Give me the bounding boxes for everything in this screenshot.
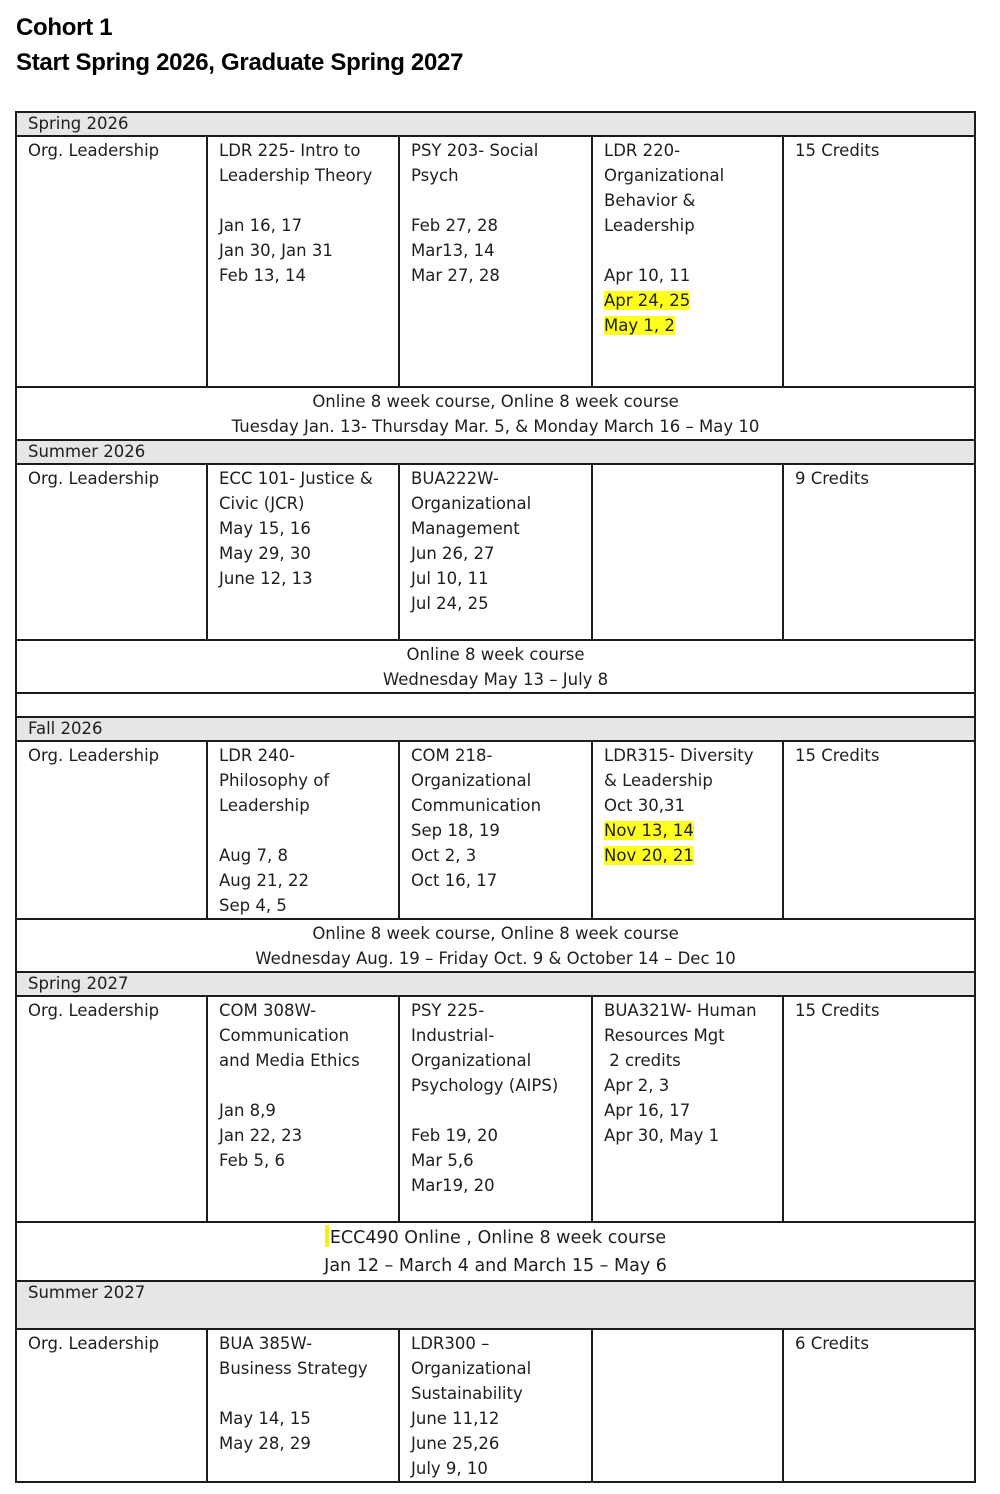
course-cell [399,136,592,387]
course-cell [592,136,783,387]
course-title-line [219,1073,398,1098]
session-date-line [604,1073,782,1098]
session-date: May 29, 30 [219,544,311,563]
session-date-line [604,1123,782,1148]
online-course-cell [16,387,975,440]
session-date-line [411,1123,591,1148]
term-header-row [16,1281,975,1329]
session-date: Feb 27, 28 [411,216,498,235]
session-date: Mar 5,6 [411,1151,474,1170]
online-course-line [17,389,974,414]
online-course-dates: Jan 12 – March 4 and March 15 – May 6 [324,1256,667,1276]
session-date: Apr 16, 17 [604,1101,691,1120]
session-date: Jun 26, 27 [411,544,495,563]
course-title-line: and Media Ethics [219,1051,360,1070]
term-header-row [16,112,975,136]
session-date: Aug 7, 8 [219,846,288,865]
course-title-line: Resources Mgt [604,1026,725,1045]
course-title-line: Psych [411,166,459,185]
session-date-line [219,238,398,263]
program-cell: Org. Leadership [16,464,207,640]
session-date-line [604,288,782,313]
online-course-dates: Tuesday Jan. 13- Thursday Mar. 5, & Monday March 16 – May 10 [231,417,760,436]
course-title-line: Business Strategy [219,1359,368,1378]
course-title-line: & Leadership [604,771,713,790]
session-date: Oct 2, 3 [411,846,477,865]
program-cell: Org. Leadership [16,741,207,919]
session-date-line [219,1406,398,1431]
course-title-line: Psychology (AIPS) [411,1076,559,1095]
course-title-line [411,1098,591,1123]
session-date: Jul 24, 25 [411,594,489,613]
online-course-row [16,919,975,972]
session-date: June 25,26 [411,1434,500,1453]
course-title-line: Communication [411,796,542,815]
course-row [16,741,975,919]
session-date: Jan 16, 17 [219,216,303,235]
session-date: Feb 19, 20 [411,1126,498,1145]
session-date-line [411,818,591,843]
program-cell: Org. Leadership [16,1329,207,1482]
course-title-line: COM 218- [411,746,493,765]
session-date-line [604,818,782,843]
course-title-line: Organizational [604,166,725,185]
course-title-line: BUA 385W- [219,1334,313,1353]
course-title-line [219,818,398,843]
session-date: Jan 8,9 [219,1101,276,1120]
course-title-line [411,188,591,213]
online-course-text: ECC490 Online , Online 8 week course [329,1228,667,1248]
session-date: Jan 30, Jan 31 [219,241,333,260]
course-title-line: Sustainability [411,1384,523,1403]
session-date: Feb 5, 6 [219,1151,285,1170]
term-header: Spring 2026 [16,112,975,136]
course-cell [207,1329,399,1482]
session-date-line [219,213,398,238]
session-date: Mar13, 14 [411,241,495,260]
course-cell [399,741,592,919]
session-date: Feb 13, 14 [219,266,306,285]
session-date: Aug 21, 22 [219,871,309,890]
credits-cell: 15 Credits [783,136,975,387]
spacer-cell [16,693,975,717]
online-course-text: Online 8 week course [406,645,585,664]
course-cell [207,136,399,387]
session-date: June 12, 13 [219,569,313,588]
program-cell: Org. Leadership [16,136,207,387]
course-cell [399,996,592,1222]
online-course-cell [16,1222,975,1281]
session-date-line [411,1406,591,1431]
course-cell [207,996,399,1222]
session-date-line [411,566,591,591]
course-title-line [604,238,782,263]
program-cell: Org. Leadership [16,996,207,1222]
session-date: Oct 30,31 [604,796,686,815]
course-cell [592,1329,783,1482]
credits-cell: 15 Credits [783,996,975,1222]
course-title-line: COM 308W- [219,1001,317,1020]
session-date-line [219,1123,398,1148]
term-header: Spring 2027 [16,972,975,996]
course-cell [207,741,399,919]
course-title-line: LDR 220- [604,141,681,160]
session-date-line [411,1431,591,1456]
online-course-dates: Wednesday May 13 – July 8 [382,670,609,689]
term-header-row [16,440,975,464]
online-course-cell [16,640,975,693]
course-title-line: Organizational [411,771,532,790]
spacer-row [16,693,975,717]
session-date-line [219,868,398,893]
course-title-line: Industrial- [411,1026,495,1045]
course-title-line: Leadership [219,796,310,815]
online-course-text: Online 8 week course, Online 8 week course [312,392,679,411]
session-date: Apr 10, 11 [604,266,691,285]
session-date-line [219,541,398,566]
course-title-line: LDR 240- [219,746,296,765]
document-subtitle: Start Spring 2026, Graduate Spring 2027 [16,49,464,76]
course-title-line: Organizational [411,1359,532,1378]
online-course-row [16,640,975,693]
session-date-line [604,793,782,818]
session-date: Mar 27, 28 [411,266,500,285]
course-cell [207,464,399,640]
course-title-line: PSY 225- [411,1001,485,1020]
session-date-line [411,238,591,263]
term-header: Summer 2026 [16,440,975,464]
session-date: May 15, 16 [219,519,311,538]
course-row [16,464,975,640]
credits-cell: 6 Credits [783,1329,975,1482]
course-title-line: 2 credits [604,1051,681,1070]
highlighted-session-date: May 1, 2 [604,316,675,335]
online-course-line [17,921,974,946]
course-title-line: BUA321W- Human [604,1001,757,1020]
course-cell [592,464,783,640]
course-title-line: Organizational [411,494,532,513]
course-title-line: ECC 101- Justice & [219,469,373,488]
session-date-line [411,1456,591,1481]
highlighted-session-date: Nov 13, 14 [604,821,694,840]
session-date-line [411,868,591,893]
session-date: May 28, 29 [219,1434,311,1453]
session-date: Apr 2, 3 [604,1076,670,1095]
session-date: Apr 30, May 1 [604,1126,720,1145]
course-row [16,1329,975,1482]
session-date-line [219,1098,398,1123]
term-header: Summer 2027 [16,1281,975,1329]
session-date-line [219,516,398,541]
session-date: Mar19, 20 [411,1176,495,1195]
session-date-line [411,591,591,616]
session-date-line [219,566,398,591]
session-date: Sep 4, 5 [219,896,287,915]
online-course-line [17,1224,974,1252]
session-date-line [219,1148,398,1173]
session-date-line [411,263,591,288]
course-title-line: Leadership [604,216,695,235]
session-date: Jul 10, 11 [411,569,489,588]
session-date-line [411,541,591,566]
highlighted-session-date: Apr 24, 25 [604,291,691,310]
term-header-row [16,717,975,741]
course-title-line [219,188,398,213]
session-date-line [411,843,591,868]
session-date-line [604,1098,782,1123]
session-date: Oct 16, 17 [411,871,498,890]
course-title-line: Organizational [411,1051,532,1070]
online-course-text: Online 8 week course, Online 8 week course [312,924,679,943]
course-title-line: PSY 203- Social [411,141,539,160]
session-date: May 14, 15 [219,1409,311,1428]
course-title-line: Management [411,519,520,538]
course-title-line: LDR 225- Intro to [219,141,361,160]
online-course-line [17,642,974,667]
session-date-line [604,263,782,288]
online-course-cell [16,919,975,972]
course-title-line: Philosophy of [219,771,330,790]
course-row [16,996,975,1222]
credits-cell: 9 Credits [783,464,975,640]
online-course-row [16,1222,975,1281]
course-title-line: BUA222W- [411,469,499,488]
online-course-dates: Wednesday Aug. 19 – Friday Oct. 9 & October 14 – Dec 10 [255,949,736,968]
session-date-line [411,1173,591,1198]
session-date-line [604,843,782,868]
session-date-line [219,1431,398,1456]
credits-cell: 15 Credits [783,741,975,919]
session-date-line [604,313,782,338]
session-date: July 9, 10 [411,1459,488,1478]
schedule-table [15,111,976,1483]
course-title-line: Leadership Theory [219,166,373,185]
session-date: Jan 22, 23 [219,1126,303,1145]
highlighted-session-date: Nov 20, 21 [604,846,694,865]
document-title: Cohort 1 [16,14,113,41]
session-date: June 11,12 [411,1409,500,1428]
course-title-line: Communication [219,1026,350,1045]
course-cell [399,464,592,640]
course-title-line: LDR315- Diversity [604,746,754,765]
course-cell [592,996,783,1222]
course-title-line [219,1381,398,1406]
course-cell [592,741,783,919]
course-title-line: Civic (JCR) [219,494,305,513]
course-row [16,136,975,387]
session-date-line [219,843,398,868]
course-cell [399,1329,592,1482]
highlight-marker [325,1225,329,1247]
course-title-line: LDR300 – [411,1334,490,1353]
session-date-line [219,893,398,918]
session-date: Sep 18, 19 [411,821,500,840]
term-header: Fall 2026 [16,717,975,741]
session-date-line [411,213,591,238]
session-date-line [411,1148,591,1173]
session-date-line [219,263,398,288]
course-title-line: Behavior & [604,191,696,210]
online-course-row [16,387,975,440]
term-header-row [16,972,975,996]
